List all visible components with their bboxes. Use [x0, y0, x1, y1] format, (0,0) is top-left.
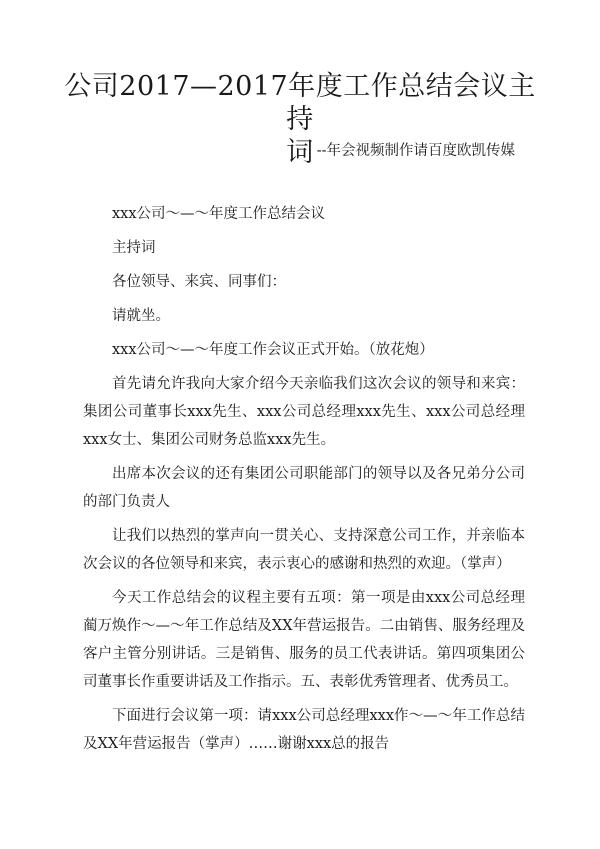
paragraph: 请就坐。	[112, 308, 170, 324]
paragraph: 让我们以热烈的掌声向一贯关心、支持深意公司工作，并亲临本次会议的各位领导和来宾，表示衷心的感谢和热烈的欢迎。（掌声）	[83, 528, 525, 572]
paragraph: xxx公司～—～年度工作会议正式开始。（放花炮）	[112, 342, 434, 358]
paragraph: 下面进行会议第一项：请xxx公司总经理xxx作～—～年工作总结及XX年营运报告（掌声）……谢谢xxx总的报告	[83, 708, 525, 752]
paragraph: xxx公司～—～年度工作总结会议	[112, 206, 326, 222]
paragraph: 首先请允许我向大家介绍今天亲临我们这次会议的领导和来宾：集团公司董事长xxx先生、xxx公司总经理xxx先生、xxx公司总经理xxx女士、集团公司财务总监xxx先生。	[83, 376, 525, 448]
paragraph: 主持词	[112, 240, 156, 256]
document-subtitle: --年会视频制作请百度欧凯传媒	[316, 143, 515, 159]
paragraph: 今天工作总结会的议程主要有五项：第一项是由xxx公司总经理蔺万焕作～—～年工作总结及XX年营运报告。二由销售、服务经理及客户主管分别讲话。三是销售、服务的员工代表讲话。第四项集团公司董事长作重要讲话及工作指示。五、表彰优秀管理者、优秀员工。	[83, 590, 525, 690]
title-line-2: 词	[286, 137, 314, 168]
title-line-1: 公司2017—2017年度工作总结会议主持	[64, 71, 536, 135]
paragraph: 各位领导、来宾、同事们：	[112, 274, 286, 290]
document-body	[83, 200, 525, 758]
paragraph: 出席本次会议的还有集团公司职能部门的领导以及各兄弟分公司的部门负责人	[83, 466, 525, 510]
